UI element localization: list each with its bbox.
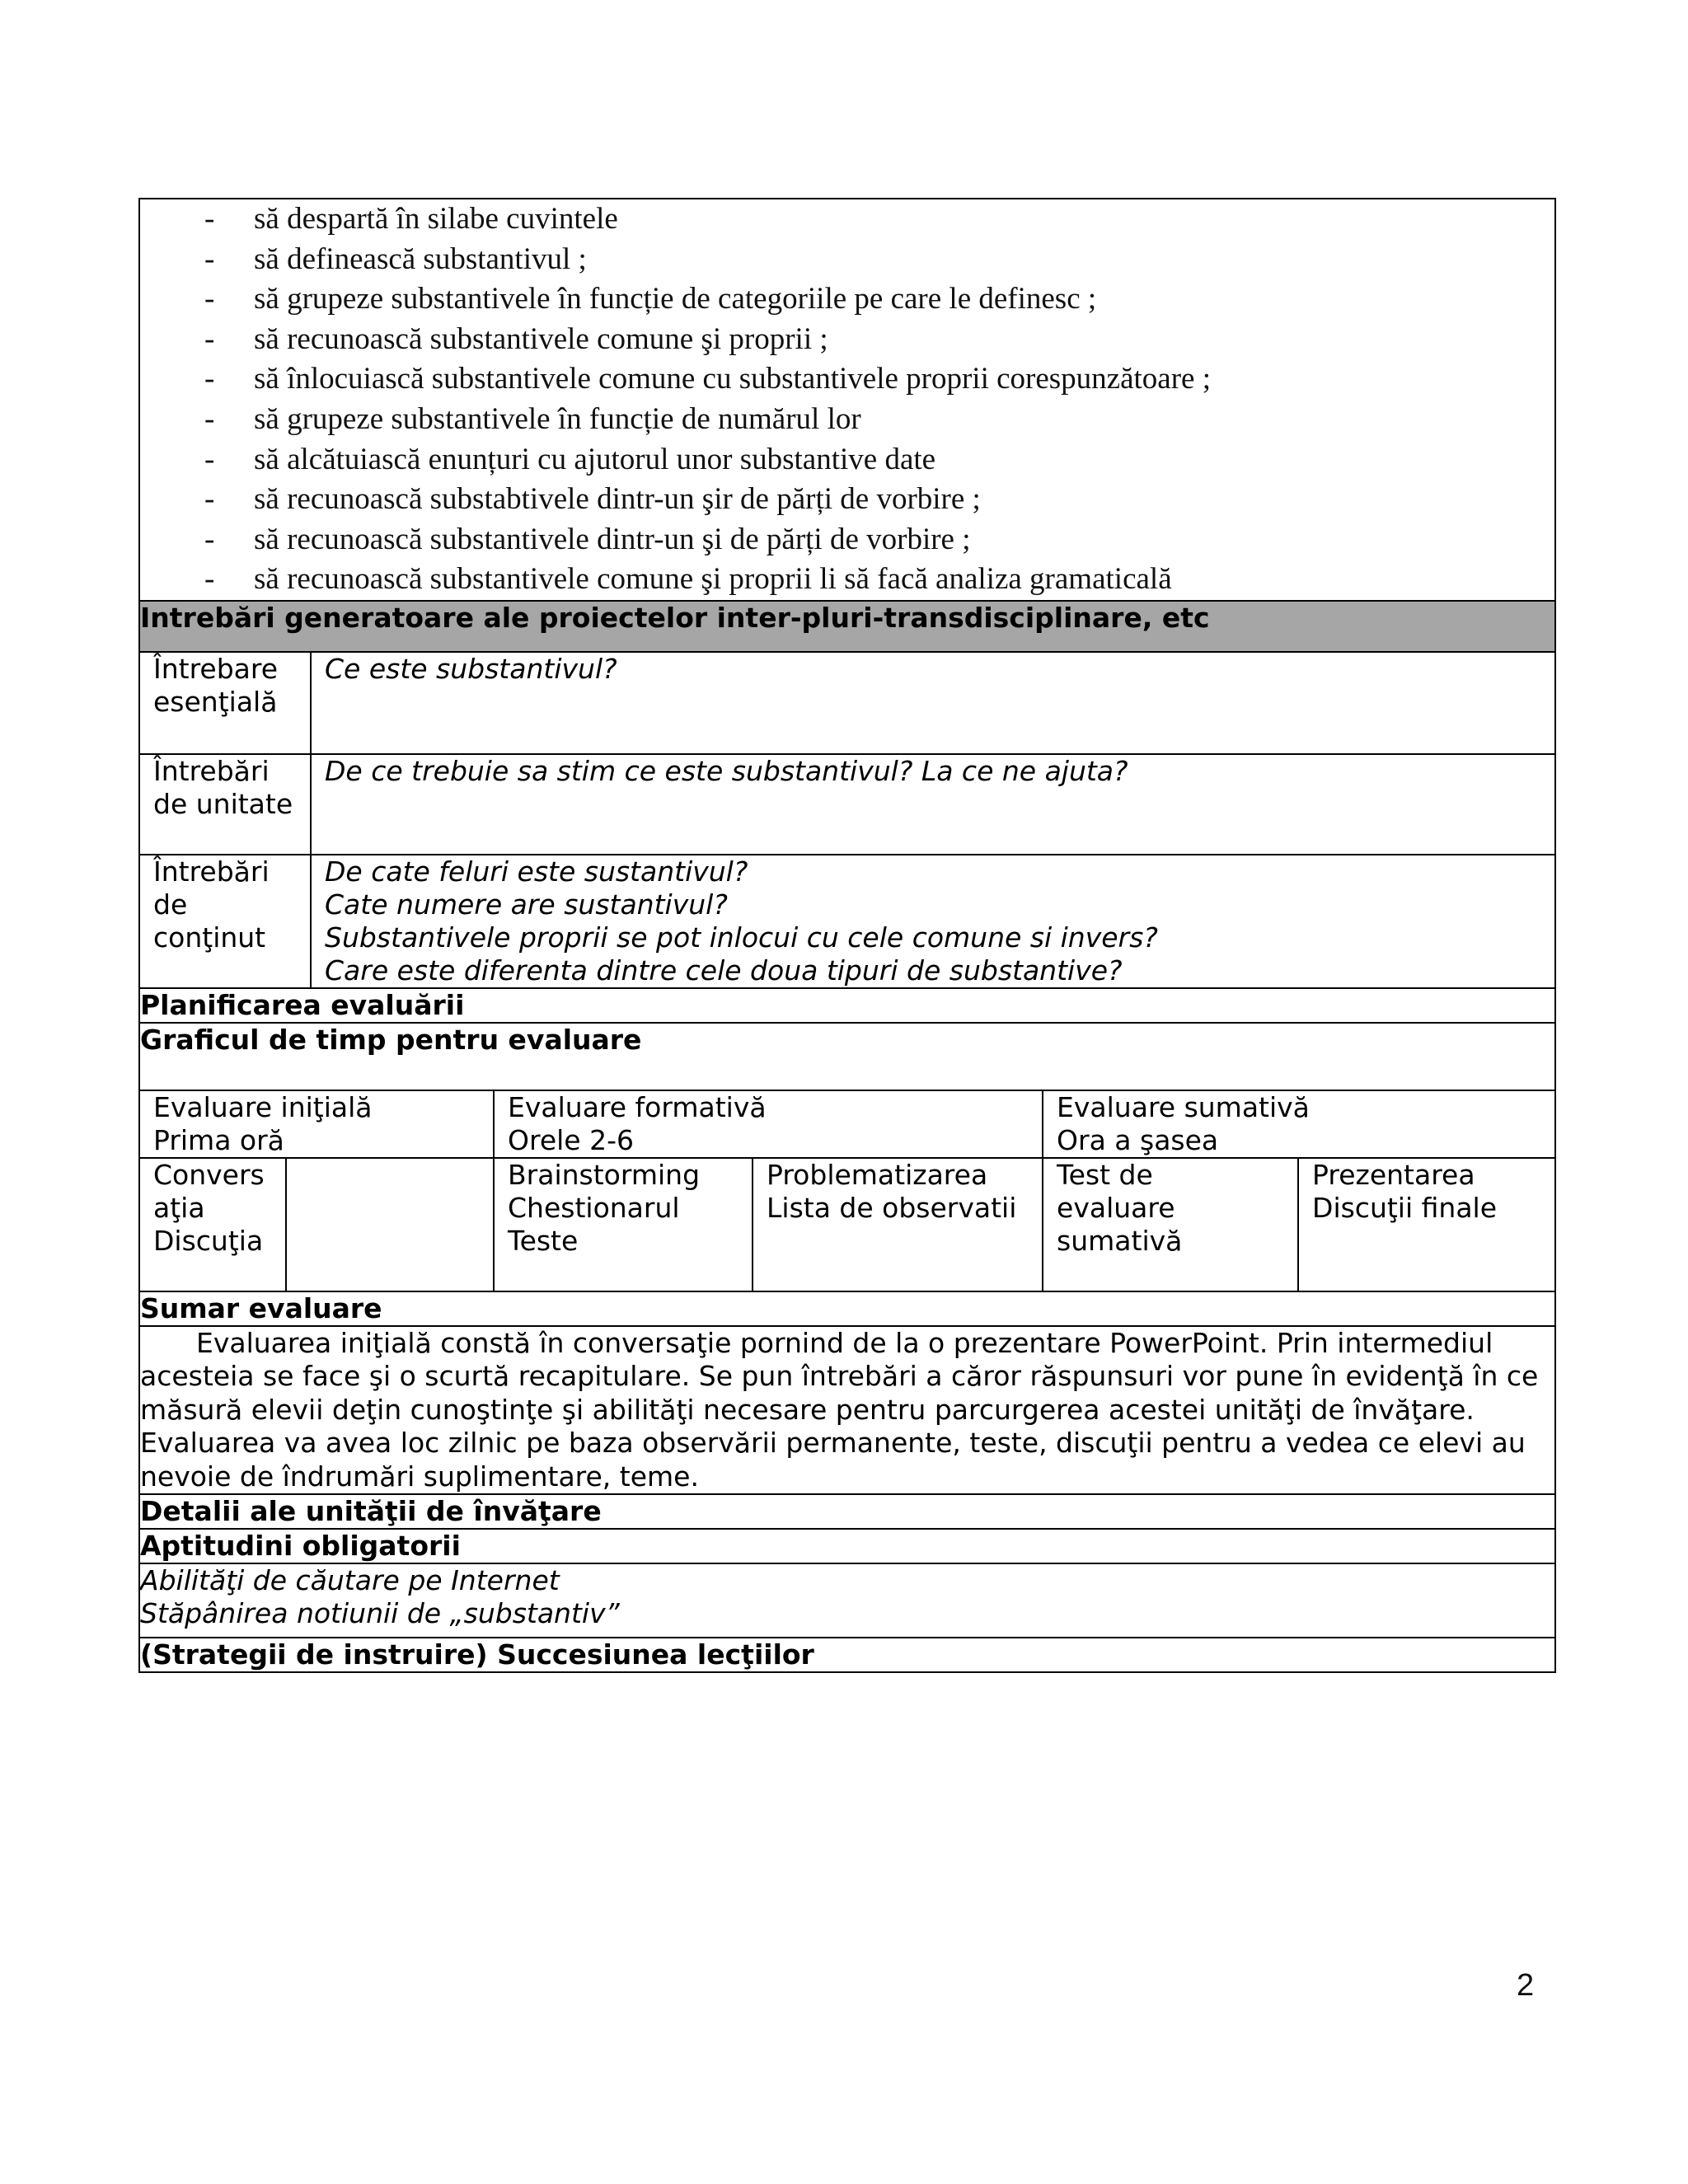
eval-methods-summative-a bbox=[1043, 1158, 1298, 1291]
question-text-line: Substantivele proprii se pot inlocui cu cele comune si invers? bbox=[325, 921, 1158, 954]
eval-header-initial bbox=[139, 1090, 494, 1158]
question-text bbox=[311, 754, 1555, 855]
objective-text: să recunoască substantivele comune şi proprii ; bbox=[254, 321, 828, 356]
objective-item bbox=[140, 480, 1554, 520]
eval-header-sub: Orele 2-6 bbox=[508, 1123, 634, 1156]
eval-header-sub: Ora a şasea bbox=[1057, 1123, 1219, 1156]
method-line: Prezentarea bbox=[1312, 1158, 1475, 1191]
questions-table bbox=[138, 651, 1556, 989]
eval-methods-formative-a bbox=[494, 1158, 753, 1291]
objective-text: să grupeze substantivele în funcție de categoriile pe care le definesc ; bbox=[254, 282, 1097, 316]
planning-title: Planificarea evaluării bbox=[139, 988, 1555, 1023]
questions-cell bbox=[139, 652, 1555, 988]
method-line: aţia bbox=[153, 1191, 205, 1224]
bullet-dash: - bbox=[204, 321, 215, 356]
objective-item bbox=[140, 279, 1554, 320]
skill-item: Abilităţi de căutare pe Internet bbox=[140, 1564, 560, 1597]
question-text-line: Care este diferenta dintre cele doua tipuri de substantive? bbox=[325, 954, 1123, 987]
objective-item bbox=[140, 240, 1554, 280]
evaluation-cell bbox=[139, 1090, 1555, 1291]
question-text bbox=[311, 652, 1555, 754]
question-text-line: Ce este substantivul? bbox=[325, 652, 617, 685]
question-label-line: de bbox=[153, 888, 188, 921]
objective-item bbox=[140, 440, 1554, 480]
eval-methods-initial-a bbox=[139, 1158, 286, 1291]
objective-text: să grupeze substantivele în funcție de numărul lor bbox=[254, 401, 861, 436]
strategies-title: (Strategii de instruire) Succesiunea lecţiilor bbox=[139, 1638, 1555, 1672]
timeline-title: Graficul de timp pentru evaluare bbox=[139, 1023, 1555, 1090]
objectives-cell bbox=[139, 199, 1555, 601]
question-text bbox=[311, 855, 1555, 988]
summary-text: Evaluarea iniţială constă în conversaţie pornind de la o prezentare PowerPoint. Prin intermediul acesteia se face şi o scurtă recapitulare. Se pun întrebări a căror răspunsuri vor pune în evidenţă în ce măsură elevii deţin cunoştinţe şi abilităţi necesare pentru parcurgerea acestei unităţi de învăţare. Evaluarea va avea loc zilnic pe baza observării permanente, teste, discuţii pentru a vedea ce elevi au nevoie de îndrumări suplimentare, teme. bbox=[140, 1326, 1539, 1493]
method-line: Problematizarea bbox=[767, 1158, 988, 1191]
method-line: Chestionarul bbox=[508, 1191, 680, 1224]
bullet-dash: - bbox=[204, 282, 215, 316]
objective-item bbox=[140, 320, 1554, 360]
question-label-line: Întrebări bbox=[153, 754, 270, 787]
objective-item bbox=[140, 520, 1554, 560]
method-line: evaluare bbox=[1057, 1191, 1175, 1224]
eval-header-title: Evaluare formativă bbox=[508, 1090, 767, 1123]
eval-header-sub: Prima oră bbox=[153, 1123, 284, 1156]
questions-header-text: Intrebări generatoare ale proiectelor inter-pluri-transdisciplinare, etc bbox=[140, 601, 1210, 634]
method-line: sumativă bbox=[1057, 1224, 1183, 1257]
question-label-line: Întrebări bbox=[153, 855, 270, 888]
bullet-dash: - bbox=[204, 202, 215, 236]
question-text-line: De cate feluri este sustantivul? bbox=[325, 855, 748, 888]
question-label bbox=[139, 855, 311, 988]
method-line: Discuţii finale bbox=[1312, 1191, 1498, 1224]
summary-cell bbox=[139, 1326, 1555, 1495]
eval-methods-formative-b bbox=[753, 1158, 1043, 1291]
lesson-plan-table bbox=[138, 198, 1556, 1673]
question-label bbox=[139, 652, 311, 754]
eval-header-formative bbox=[494, 1090, 1043, 1158]
eval-header-title: Evaluare iniţială bbox=[153, 1090, 373, 1123]
objective-text: să înlocuiască substantivele comune cu substantivele proprii corespunzătoare ; bbox=[254, 362, 1212, 396]
objective-item bbox=[140, 560, 1554, 600]
bullet-dash: - bbox=[204, 562, 215, 597]
bullet-dash: - bbox=[204, 522, 215, 556]
objective-item bbox=[140, 359, 1554, 400]
question-text-line: De ce trebuie sa stim ce este substantivul? La ce ne ajuta? bbox=[325, 754, 1128, 787]
skills-title: Aptitudini obligatorii bbox=[139, 1529, 1555, 1563]
evaluation-header-row bbox=[139, 1090, 1555, 1158]
eval-header-summative bbox=[1043, 1090, 1555, 1158]
question-label-line: de unitate bbox=[153, 787, 293, 820]
method-line: Discuţia bbox=[153, 1224, 264, 1257]
question-row-content bbox=[139, 855, 1555, 988]
bullet-dash: - bbox=[204, 241, 215, 276]
skills-cell bbox=[139, 1563, 1555, 1638]
evaluation-methods-row bbox=[139, 1158, 1555, 1291]
bullet-dash: - bbox=[204, 362, 215, 396]
objective-text: să alcătuiască enunțuri cu ajutorul unor substantive date bbox=[254, 442, 936, 476]
method-line: Teste bbox=[508, 1224, 579, 1257]
objective-text: să recunoască substabtivele dintr-un şir de părți de vorbire ; bbox=[254, 482, 981, 517]
objectives-list bbox=[140, 199, 1554, 600]
eval-methods-initial-b bbox=[286, 1158, 494, 1291]
bullet-dash: - bbox=[204, 401, 215, 436]
question-row-essential bbox=[139, 652, 1555, 754]
page-number: 2 bbox=[1517, 1968, 1535, 2003]
eval-header-title: Evaluare sumativă bbox=[1057, 1090, 1310, 1123]
method-line: Test de bbox=[1057, 1158, 1153, 1191]
question-label bbox=[139, 754, 311, 855]
question-label-line: conţinut bbox=[153, 921, 266, 954]
bullet-dash: - bbox=[204, 482, 215, 517]
objective-item bbox=[140, 199, 1554, 240]
bullet-dash: - bbox=[204, 442, 215, 476]
details-title: Detalii ale unităţii de învăţare bbox=[139, 1494, 1555, 1529]
method-line: Convers bbox=[153, 1158, 265, 1191]
main-table bbox=[138, 198, 1556, 1673]
objective-text: să definească substantivul ; bbox=[254, 241, 587, 276]
objective-text: să recunoască substantivele dintr-un şi de părți de vorbire ; bbox=[254, 522, 971, 556]
question-label-line: esenţială bbox=[153, 685, 278, 718]
skill-item: Stăpânirea notiunii de „substantiv” bbox=[140, 1597, 620, 1630]
question-text-line: Cate numere are sustantivul? bbox=[325, 888, 728, 921]
questions-header bbox=[139, 601, 1555, 652]
eval-methods-summative-b bbox=[1298, 1158, 1555, 1291]
summary-title: Sumar evaluare bbox=[139, 1291, 1555, 1326]
objective-text: să despartă în silabe cuvintele bbox=[254, 202, 618, 236]
evaluation-table bbox=[138, 1090, 1556, 1292]
question-label-line: Întrebare bbox=[153, 652, 279, 685]
question-row-unit bbox=[139, 754, 1555, 855]
method-line: Brainstorming bbox=[508, 1158, 701, 1191]
objective-text: să recunoască substantivele comune şi proprii li să facă analiza gramaticală bbox=[254, 562, 1172, 597]
method-line: Lista de observatii bbox=[767, 1191, 1017, 1224]
objective-item bbox=[140, 400, 1554, 440]
